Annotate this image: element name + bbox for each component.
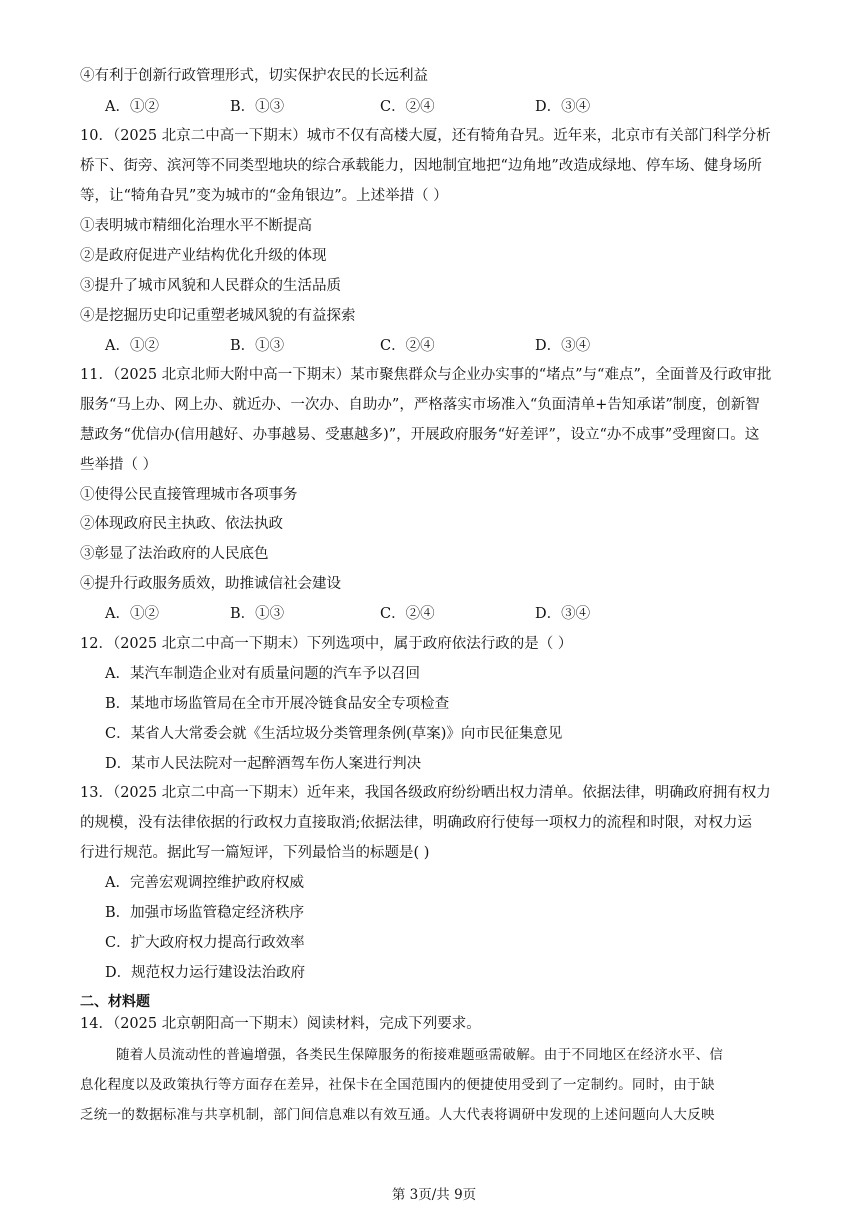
choice-c: C．②④ — [380, 338, 435, 354]
q11-stem-line-3: 慧政务“优信办(信用越好、办事越易、受惠越多)”，开展政府服务“好差评”，设立“办不成事”受理窗口。这 — [80, 427, 760, 443]
section-heading: 二、材料题 — [80, 994, 150, 1010]
q12-option-c: C．某省人大常委会就《生活垃圾分类管理条例(草案)》向市民征集意见 — [105, 726, 563, 742]
page-number-footer: 第 3页/共 9页 — [391, 1187, 477, 1203]
q11-choices — [105, 604, 665, 624]
q13-stem-line-3: 行进行规范。据此写一篇短评，下列最恰当的标题是( ) — [80, 845, 430, 861]
q10-stem-line-1: 10．（2025 北京二中高一下期末）城市不仅有高楼大厦，还有犄角旮旯。近年来，北京市有关部门科学分析 — [80, 128, 771, 144]
choice-c: C．②④ — [380, 99, 435, 115]
choice-a: A．①② — [105, 338, 159, 354]
q9-choices — [105, 97, 665, 117]
material-line-2: 息化程度以及政策执行等方面存在差异，社保卡在全国范围内的便捷使用受到了一定制约。同时，由于缺 — [80, 1077, 715, 1093]
q11-statement-2: ②体现政府民主执政、依法执政 — [80, 516, 283, 532]
choice-b: B．①③ — [230, 606, 285, 622]
q11-stem-line-1: 11．（2025 北京北师大附中高一下期末）某市聚焦群众与企业办实事的“堵点”与“难点”，全面普及行政审批 — [80, 367, 772, 383]
choice-a: A．①② — [105, 606, 159, 622]
q13-option-c: C．扩大政府权力提高行政效率 — [105, 935, 305, 951]
q10-statement-3: ③提升了城市风貌和人民群众的生活品质 — [80, 278, 341, 294]
q13-stem-line-2: 的规模，没有法律依据的行政权力直接取消;依据法律，明确政府行使每一项权力的流程和时限，对权力运 — [80, 815, 752, 831]
choice-a: A．①② — [105, 99, 159, 115]
choice-d: D．③④ — [535, 606, 591, 622]
q12-option-d: D．某市人民法院对一起醉酒驾车伤人案进行判决 — [105, 756, 422, 772]
q14-stem: 14．（2025 北京朝阳高一下期末）阅读材料，完成下列要求。 — [80, 1016, 481, 1032]
choice-d: D．③④ — [535, 99, 591, 115]
q12-stem: 12．（2025 北京二中高一下期末）下列选项中，属于政府依法行政的是（ ） — [80, 636, 573, 652]
material-line-3: 乏统一的数据标准与共享机制，部门间信息难以有效互通。人大代表将调研中发现的上述问题向人大反映 — [80, 1107, 715, 1123]
q10-stem-line-3: 等，让“犄角旮旯”变为城市的“金角银边”。上述举措（ ） — [80, 188, 448, 204]
q12-option-a: A．某汽车制造企业对有质量问题的汽车予以召回 — [105, 666, 420, 682]
q10-choices — [105, 336, 665, 356]
choice-b: B．①③ — [230, 99, 285, 115]
q9-statement-4: ④有利于创新行政管理形式，切实保护农民的长远利益 — [80, 68, 428, 84]
choice-c: C．②④ — [380, 606, 435, 622]
q10-statement-1: ①表明城市精细化治理水平不断提高 — [80, 218, 312, 234]
q11-stem-line-2: 服务“马上办、网上办、就近办、一次办、自助办”，严格落实市场准入“负面清单+告知承诺”制度，创新智 — [80, 397, 760, 413]
q11-statement-4: ④提升行政服务质效，助推诚信社会建设 — [80, 576, 341, 592]
q12-option-b: B．某地市场监管局在全市开展冷链食品安全专项检查 — [105, 696, 450, 712]
q10-statement-4: ④是挖掘历史印记重塑老城风貌的有益探索 — [80, 308, 356, 324]
q13-option-d: D．规范权力运行建设法治政府 — [105, 965, 306, 981]
q10-stem-line-2: 桥下、街旁、滨河等不同类型地块的综合承载能力，因地制宜地把“边角地”改造成绿地、停车场、健身场所 — [80, 158, 762, 174]
choice-b: B．①③ — [230, 338, 285, 354]
q11-statement-3: ③彰显了法治政府的人民底色 — [80, 546, 269, 562]
q10-statement-2: ②是政府促进产业结构优化升级的体现 — [80, 248, 327, 264]
q13-option-a: A．完善宏观调控维护政府权威 — [105, 875, 304, 891]
choice-d: D．③④ — [535, 338, 591, 354]
q11-statement-1: ①使得公民直接管理城市各项事务 — [80, 487, 298, 503]
q11-stem-line-4: 些举措（ ） — [80, 457, 158, 473]
material-line-1: 随着人员流动性的普遍增强，各类民生保障服务的衔接难题亟需破解。由于不同地区在经济水平、信 — [116, 1047, 724, 1063]
q13-stem-line-1: 13．（2025 北京二中高一下期末）近年来，我国各级政府纷纷晒出权力清单。依据法律，明确政府拥有权力 — [80, 785, 771, 801]
q13-option-b: B．加强市场监管稳定经济秩序 — [105, 905, 305, 921]
